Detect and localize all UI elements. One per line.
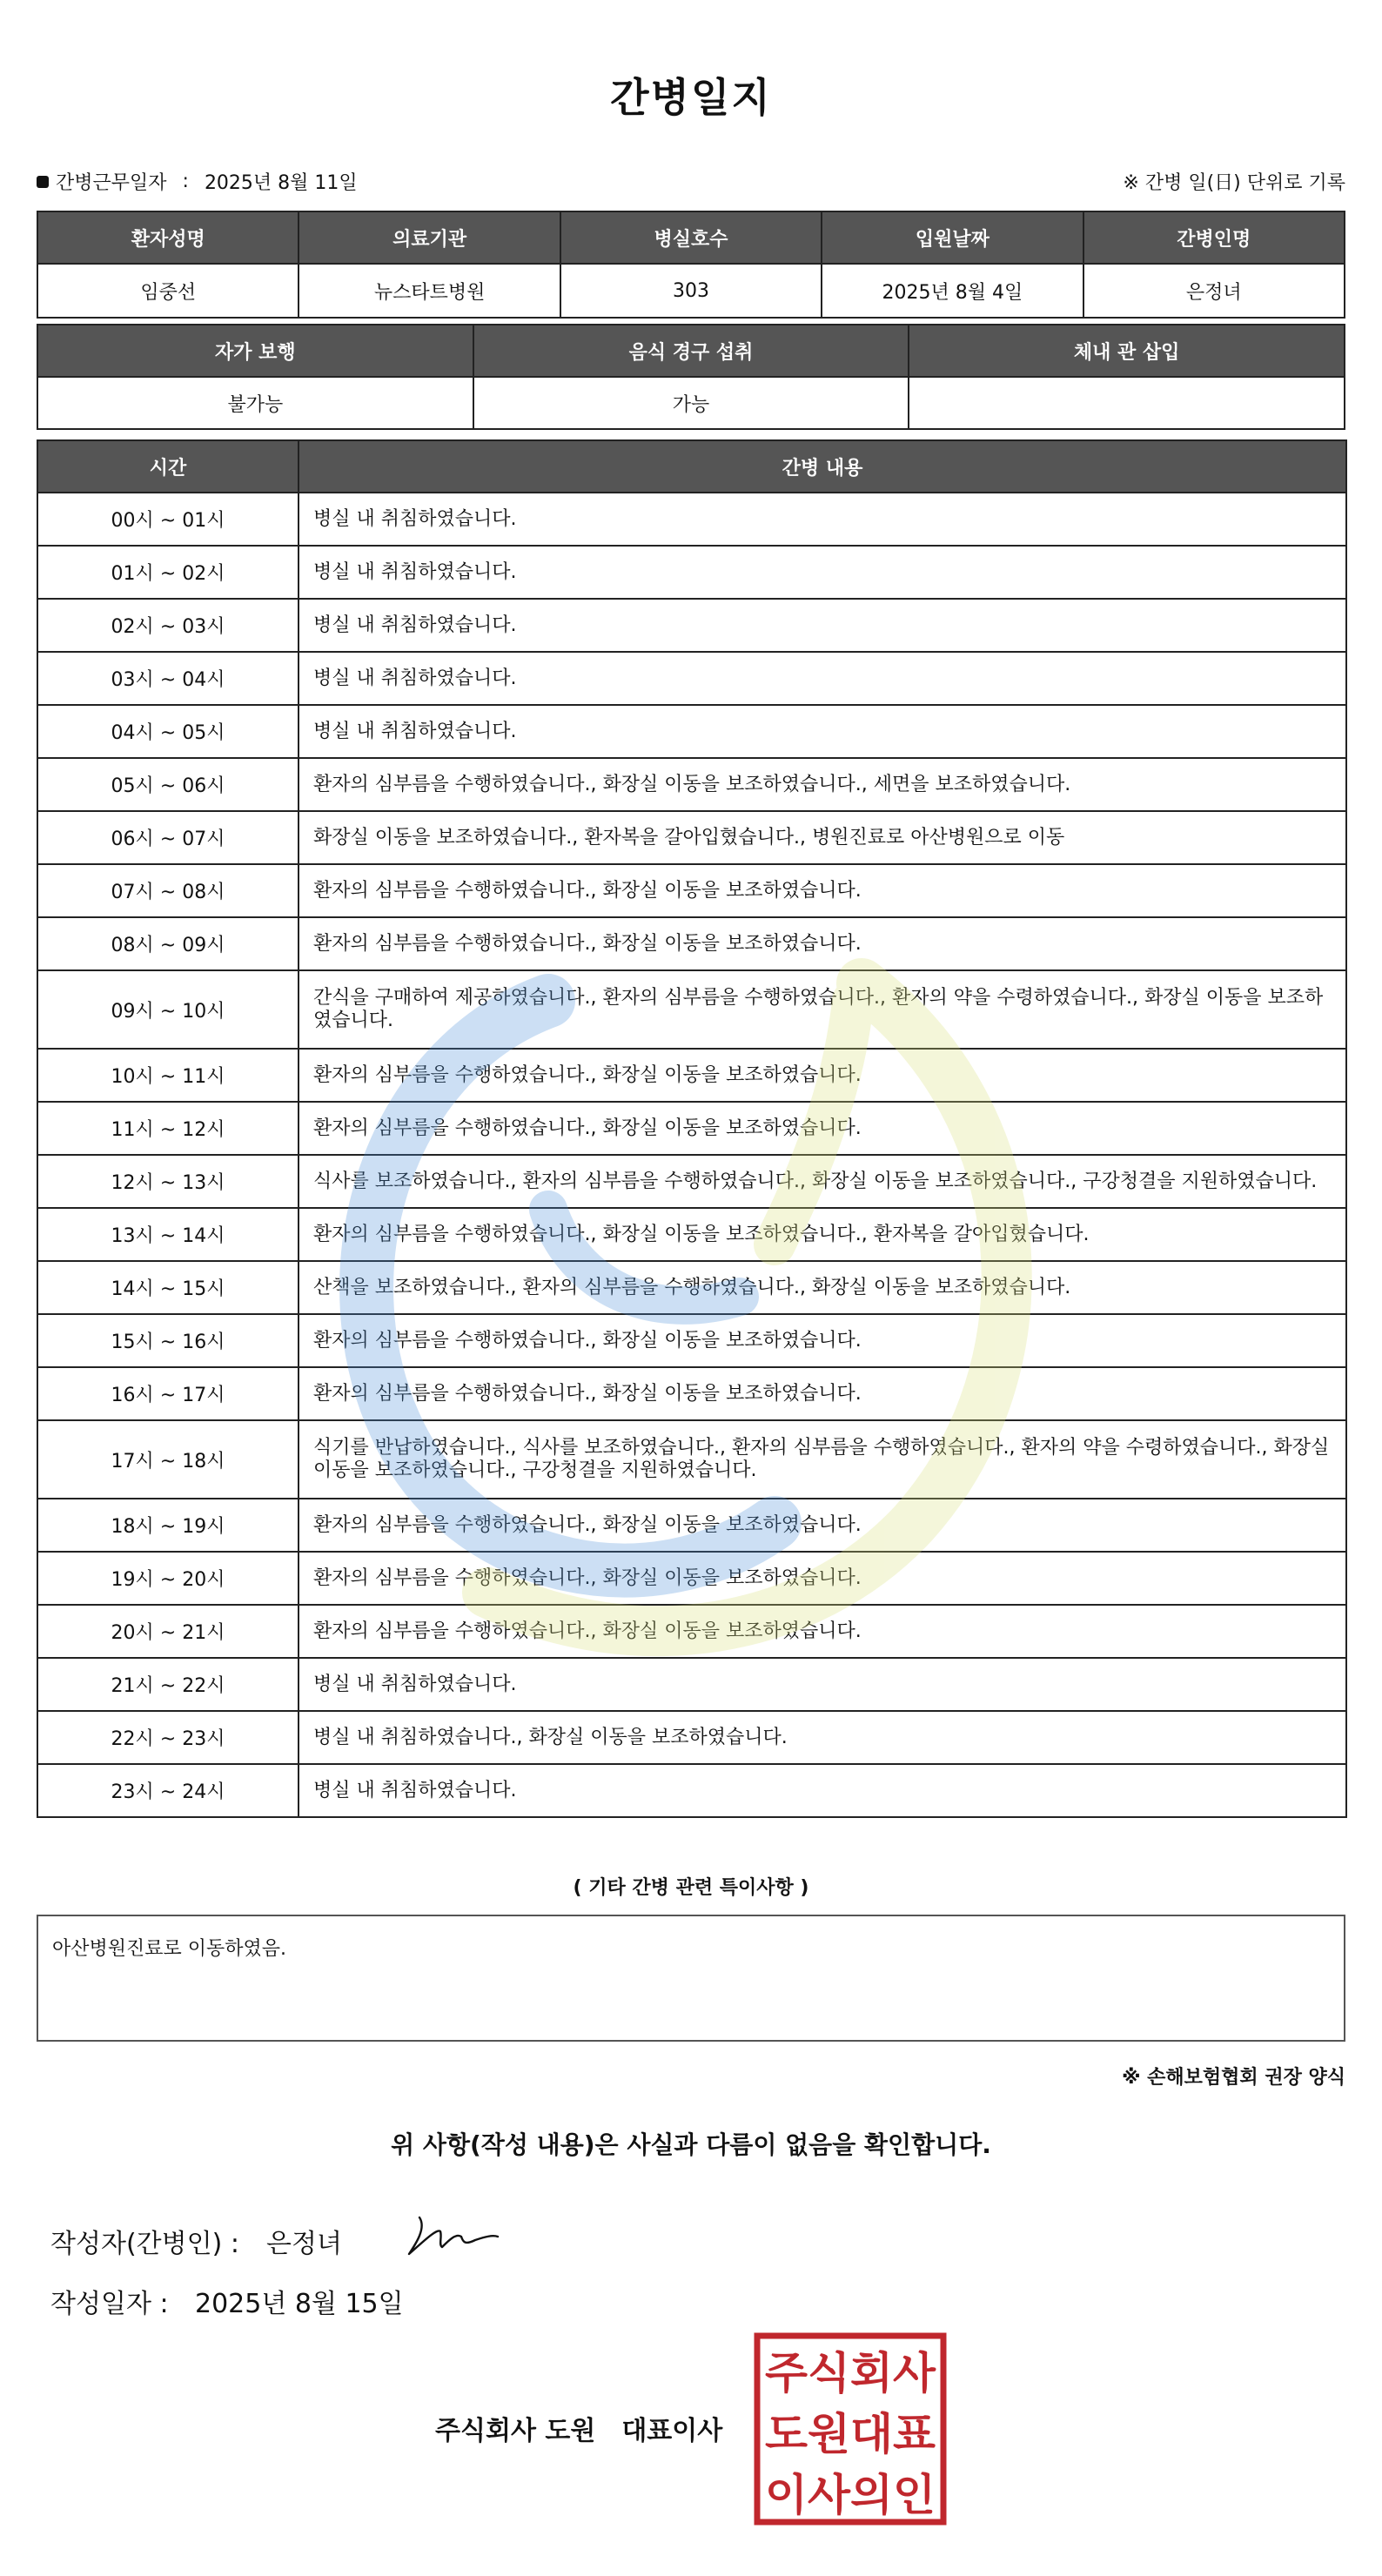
care-log-table <box>37 439 1347 1818</box>
row-content: 환자의 심부름을 수행하였습니다., 화장실 이동을 보조하였습니다. <box>299 1499 1346 1552</box>
table-row <box>37 1261 1346 1314</box>
writer-row <box>50 2222 342 2260</box>
row-time: 17시 ~ 18시 <box>37 1420 299 1499</box>
patient-status-value-row <box>37 377 1345 429</box>
row-time: 14시 ~ 15시 <box>37 1261 299 1314</box>
table-row <box>37 1049 1346 1102</box>
row-content: 환자의 심부름을 수행하였습니다., 화장실 이동을 보조하였습니다. <box>299 917 1346 970</box>
row-time: 19시 ~ 20시 <box>37 1552 299 1605</box>
table-row <box>37 599 1346 652</box>
row-time: 20시 ~ 21시 <box>37 1605 299 1658</box>
company-title: 대표이사 <box>621 2416 723 2446</box>
writer-label: 작성자(간병인) : <box>50 2229 239 2259</box>
bullet-icon <box>37 176 49 188</box>
row-content: 병실 내 취침하였습니다. <box>299 1658 1346 1711</box>
header-oral-intake: 음식 경구 섭취 <box>473 325 909 377</box>
row-time: 05시 ~ 06시 <box>37 758 299 811</box>
row-content: 병실 내 취침하였습니다. <box>299 599 1346 652</box>
oral-intake-value: 가능 <box>473 377 909 429</box>
association-form-note: ※ 손해보험협회 권장 양식 <box>1122 2067 1345 2089</box>
row-content: 병실 내 취침하였습니다. <box>299 705 1346 758</box>
row-time: 11시 ~ 12시 <box>37 1102 299 1155</box>
table-row <box>37 493 1346 546</box>
table-row <box>37 864 1346 917</box>
row-time: 21시 ~ 22시 <box>37 1658 299 1711</box>
table-row <box>37 1764 1346 1817</box>
table-row <box>37 1420 1346 1499</box>
table-row <box>37 1605 1346 1658</box>
special-notes-title: ( 기타 간병 관련 특이사항 ) <box>573 1877 809 1899</box>
work-date-value: 2025년 8월 11일 <box>204 172 358 194</box>
row-content: 환자의 심부름을 수행하였습니다., 화장실 이동을 보조하였습니다. <box>299 1102 1346 1155</box>
header-time: 시간 <box>37 440 299 493</box>
room-number-value: 303 <box>560 264 822 318</box>
header-patient-name: 환자성명 <box>37 211 299 264</box>
row-time: 08시 ~ 09시 <box>37 917 299 970</box>
header-room-number: 병실호수 <box>560 211 822 264</box>
table-row <box>37 1208 1346 1261</box>
row-content: 간식을 구매하여 제공하였습니다., 환자의 심부름을 수행하였습니다., 환자의 약을 수령하였습니다., 화장실 이동을 보조하였습니다. <box>299 970 1346 1049</box>
table-row <box>37 705 1346 758</box>
written-date-label: 작성일자 : <box>50 2289 169 2319</box>
row-time: 23시 ~ 24시 <box>37 1764 299 1817</box>
row-time: 06시 ~ 07시 <box>37 811 299 864</box>
row-content: 환자의 심부름을 수행하였습니다., 화장실 이동을 보조하였습니다., 세면을 보조하였습니다. <box>299 758 1346 811</box>
svg-text:주식회사: 주식회사 <box>765 2348 936 2398</box>
row-time: 10시 ~ 11시 <box>37 1049 299 1102</box>
patient-info-table <box>37 211 1345 319</box>
record-unit-note: ※ 간병 일(日) 단위로 기록 <box>1123 172 1345 194</box>
work-date-separator: : <box>182 171 189 192</box>
table-row <box>37 1711 1346 1764</box>
row-content: 환자의 심부름을 수행하였습니다., 화장실 이동을 보조하였습니다., 환자복을 갈아입혔습니다. <box>299 1208 1346 1261</box>
special-notes-box <box>37 1915 1345 2042</box>
work-date-label: 간병근무일자 <box>56 172 167 194</box>
header-caregiver-name: 간병인명 <box>1083 211 1345 264</box>
table-row <box>37 811 1346 864</box>
table-row <box>37 546 1346 599</box>
caregiver-name-value: 은정녀 <box>1083 264 1345 318</box>
written-date-row <box>50 2282 404 2320</box>
row-content: 식사를 보조하였습니다., 환자의 심부름을 수행하였습니다., 화장실 이동을 보조하였습니다., 구강청결을 지원하였습니다. <box>299 1155 1346 1208</box>
table-row <box>37 1367 1346 1420</box>
row-content: 환자의 심부름을 수행하였습니다., 화장실 이동을 보조하였습니다. <box>299 864 1346 917</box>
table-row <box>37 917 1346 970</box>
page-title: 간병일지 <box>610 74 772 121</box>
table-row <box>37 1658 1346 1711</box>
row-content: 환자의 심부름을 수행하였습니다., 화장실 이동을 보조하였습니다. <box>299 1552 1346 1605</box>
row-time: 16시 ~ 17시 <box>37 1367 299 1420</box>
work-date-group <box>37 168 358 195</box>
row-content: 환자의 심부름을 수행하였습니다., 화장실 이동을 보조하였습니다. <box>299 1605 1346 1658</box>
row-time: 01시 ~ 02시 <box>37 546 299 599</box>
patient-status-table <box>37 324 1345 430</box>
row-time: 03시 ~ 04시 <box>37 652 299 705</box>
tube-insertion-value <box>909 377 1345 429</box>
patient-info-header-row <box>37 211 1345 264</box>
row-content: 병실 내 취침하였습니다., 화장실 이동을 보조하였습니다. <box>299 1711 1346 1764</box>
table-row <box>37 1499 1346 1552</box>
patient-info-value-row <box>37 264 1345 318</box>
row-content: 환자의 심부름을 수행하였습니다., 화장실 이동을 보조하였습니다. <box>299 1314 1346 1367</box>
table-row <box>37 1552 1346 1605</box>
admission-date-value: 2025년 8월 4일 <box>822 264 1083 318</box>
institution-value: 뉴스타트병원 <box>299 264 560 318</box>
svg-text:이사의인: 이사의인 <box>765 2470 936 2520</box>
self-walking-value: 불가능 <box>37 377 473 429</box>
row-time: 04시 ~ 05시 <box>37 705 299 758</box>
row-time: 15시 ~ 16시 <box>37 1314 299 1367</box>
work-date-row <box>37 168 1345 194</box>
patient-name-value: 임중선 <box>37 264 299 318</box>
row-time: 00시 ~ 01시 <box>37 493 299 546</box>
company-name: 주식회사 도원 <box>435 2416 596 2446</box>
row-time: 09시 ~ 10시 <box>37 970 299 1049</box>
row-time: 02시 ~ 03시 <box>37 599 299 652</box>
table-row <box>37 1314 1346 1367</box>
table-row <box>37 970 1346 1049</box>
header-care-content: 간병 내용 <box>299 440 1346 493</box>
confirmation-statement: 위 사항(작성 내용)은 사실과 다름이 없음을 확인합니다. <box>391 2130 991 2159</box>
header-self-walking: 자가 보행 <box>37 325 473 377</box>
company-seal-stamp <box>754 2332 947 2526</box>
svg-text:도원대표: 도원대표 <box>765 2409 936 2459</box>
table-row <box>37 1102 1346 1155</box>
row-content: 병실 내 취침하였습니다. <box>299 652 1346 705</box>
row-time: 12시 ~ 13시 <box>37 1155 299 1208</box>
row-content: 화장실 이동을 보조하였습니다., 환자복을 갈아입혔습니다., 병원진료로 아산병원으로 이동 <box>299 811 1346 864</box>
row-time: 07시 ~ 08시 <box>37 864 299 917</box>
header-institution: 의료기관 <box>299 211 560 264</box>
handwritten-signature <box>402 2202 507 2263</box>
row-time: 18시 ~ 19시 <box>37 1499 299 1552</box>
row-content: 병실 내 취침하였습니다. <box>299 546 1346 599</box>
row-content: 병실 내 취침하였습니다. <box>299 1764 1346 1817</box>
row-time: 22시 ~ 23시 <box>37 1711 299 1764</box>
header-admission-date: 입원날짜 <box>822 211 1083 264</box>
table-row <box>37 758 1346 811</box>
table-row <box>37 652 1346 705</box>
row-content: 환자의 심부름을 수행하였습니다., 화장실 이동을 보조하였습니다. <box>299 1049 1346 1102</box>
patient-status-header-row <box>37 325 1345 377</box>
row-content: 산책을 보조하였습니다., 환자의 심부름을 수행하였습니다., 화장실 이동을 보조하였습니다. <box>299 1261 1346 1314</box>
row-content: 환자의 심부름을 수행하였습니다., 화장실 이동을 보조하였습니다. <box>299 1367 1346 1420</box>
row-content: 식기를 반납하였습니다., 식사를 보조하였습니다., 환자의 심부름을 수행하였습니다., 환자의 약을 수령하였습니다., 화장실 이동을 보조하였습니다., 구강청결을 지원하였습니다. <box>299 1420 1346 1499</box>
row-time: 13시 ~ 14시 <box>37 1208 299 1261</box>
written-date-value: 2025년 8월 15일 <box>195 2289 404 2319</box>
header-tube-insertion: 체내 관 삽입 <box>909 325 1345 377</box>
special-notes-text: 아산병원진료로 이동하였음. <box>52 1938 287 1960</box>
row-content: 병실 내 취침하였습니다. <box>299 493 1346 546</box>
company-signature-line <box>435 2409 722 2447</box>
care-log-header-row <box>37 440 1346 493</box>
table-row <box>37 1155 1346 1208</box>
writer-name: 은정녀 <box>266 2229 342 2259</box>
